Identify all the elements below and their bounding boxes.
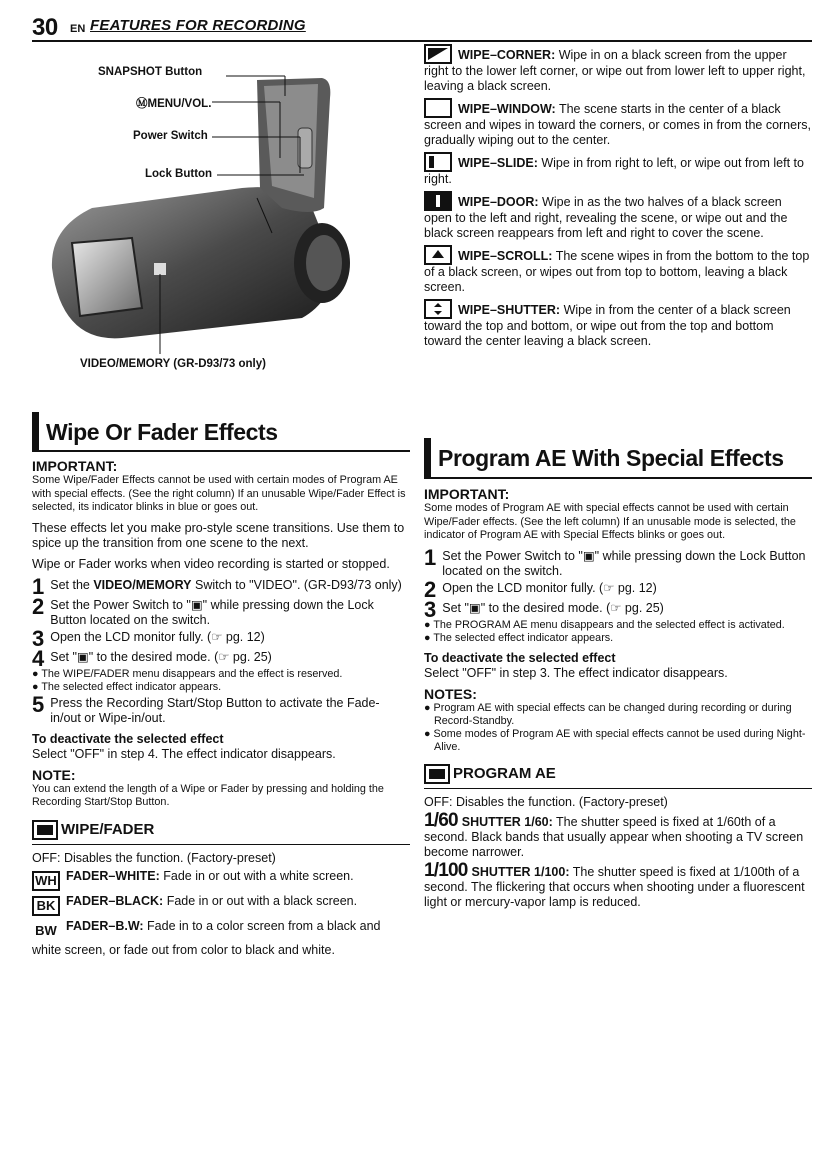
step-3	[32, 625, 410, 651]
wipe-corner-item	[424, 44, 812, 94]
step-text: Set the	[50, 577, 94, 592]
wipe-scroll-item	[424, 245, 812, 295]
step-text: Open the LCD monitor fully. (☞ pg. 12)	[442, 580, 657, 595]
step-text: Set the Power Switch to "▣" while pressing down the Lock Button located on the switch.	[442, 548, 806, 578]
bullet: ● The PROGRAM AE menu disappears and the selected effect is activated.	[424, 618, 785, 631]
bullet: ● The selected effect indicator appears.	[32, 680, 222, 693]
step-2	[424, 576, 812, 602]
program-ae-heading-text: Program AE With Special Effects	[438, 444, 784, 471]
intro-para-2: Wipe or Fader works when video recording is started or stopped.	[32, 556, 390, 571]
divider	[424, 477, 812, 479]
step-1	[424, 544, 812, 579]
right-column	[424, 44, 812, 355]
deactivate-text: Select "OFF" in step 4. The effect indicator disappears.	[32, 746, 336, 761]
shutter-60-icon: 1/60	[424, 810, 458, 831]
step-text: Set "▣" to the desired mode. (☞ pg. 25)	[50, 649, 272, 664]
fader-black-icon: BK	[32, 896, 60, 916]
menu-mode-icon	[32, 820, 58, 840]
effect-name: SHUTTER 1/60:	[461, 815, 553, 829]
wipe-window-icon	[424, 98, 452, 118]
camcorder-illustration	[32, 58, 410, 398]
deactivate-title: To deactivate the selected effect	[424, 650, 616, 665]
page-header	[32, 14, 812, 42]
note-item: ● Program AE with special effects can be changed during recording or during Record-Standby.	[424, 701, 792, 727]
note-item: ● Some modes of Program AE with special effects cannot be used during Night-Alive.	[424, 727, 806, 753]
effect-desc: Wipe in from the center of a black screen toward the top and bottom, or wipe out from the top and bottom toward the center leaving a black screen.	[424, 303, 791, 348]
bullet: ● The WIPE/FADER menu disappears and the effect is reserved.	[32, 667, 343, 680]
callout-video-memory: VIDEO/MEMORY (GR-D93/73 only)	[80, 358, 266, 370]
fader-bw-icon: BW	[35, 923, 57, 938]
effect-desc: The scene wipes in from the bottom to the top of a black screen, or wipes out from top to bottom, leaving a black screen.	[424, 249, 810, 294]
callout-menu-vol: ⓂMENU/VOL.	[136, 98, 212, 110]
effect-desc: Fade in or out with a black screen.	[166, 894, 358, 908]
intro-para-1: These effects let you make pro-style scene transitions. Use them to spice up the transition from one scene to the next.	[32, 520, 405, 550]
deactivate-title: To deactivate the selected effect	[32, 731, 224, 746]
section-title: FEATURES FOR RECORDING	[90, 17, 306, 34]
step-number: 4	[32, 645, 45, 671]
wipe-fader-menu-heading	[32, 820, 410, 840]
step-number: 3	[32, 625, 45, 651]
effect-name: FADER–BLACK:	[66, 894, 164, 908]
effect-name: SHUTTER 1/100:	[471, 865, 570, 879]
effect-name: FADER–B.W:	[66, 919, 144, 933]
wipe-scroll-icon	[424, 245, 452, 265]
program-ae-menu-heading	[424, 764, 812, 784]
wipe-shutter-icon	[424, 299, 452, 319]
wipe-shutter-item	[424, 299, 812, 349]
camcorder-figure	[32, 58, 410, 398]
callout-power-switch: Power Switch	[133, 130, 208, 142]
effect-desc: The scene starts in the center of a black screen and wipes in toward the corners, or comes in from the corners, gradually wiping out to the center.	[424, 102, 811, 147]
important-text: Some Wipe/Fader Effects cannot be used with certain modes of Program AE with special effects. (See the right column) If an unusable Wipe/Fader Effect is selected, its indicator blinks in blue or goes out.	[32, 474, 406, 513]
step-text: Open the LCD monitor fully. (☞ pg. 12)	[50, 629, 265, 644]
effect-desc: Fade in to a color screen from a black and white screen, or fade out from color to black and white.	[32, 919, 381, 957]
divider	[32, 450, 410, 452]
step-number: 5	[32, 691, 45, 717]
important-text: Some modes of Program AE with special effects cannot be used with certain Wipe/Fader effects. (See the left column) If an unusable mode is selected, the indicator of Program AE with Special Effects blinks or goes out.	[424, 502, 796, 541]
shutter-100-item	[424, 860, 812, 910]
notes-label: NOTES:	[424, 685, 477, 702]
step-number: 2	[32, 593, 45, 619]
effect-desc: The shutter speed is fixed at 1/60th of a second. Black bands that usually appear when shooting a TV screen become narrower.	[424, 815, 804, 859]
fader-white-item	[32, 869, 410, 891]
wipe-fader-heading	[32, 412, 278, 452]
effect-name: WIPE–WINDOW:	[458, 102, 556, 116]
callout-lock-button: Lock Button	[145, 168, 213, 180]
divider	[32, 844, 410, 846]
wipe-window-item	[424, 98, 812, 148]
wipe-slide-item	[424, 152, 812, 187]
off-text: OFF: Disables the function. (Factory-preset)	[32, 851, 276, 865]
step-bold: VIDEO/MEMORY	[93, 577, 192, 592]
page-number: 30	[32, 14, 58, 41]
effect-desc: Wipe in as the two halves of a black screen open to the left and right, revealing the scene, or wipe out and the black screen reappears from left and right to cover the scene.	[424, 195, 788, 240]
step-3	[424, 596, 812, 622]
step-text: Set "▣" to the desired mode. (☞ pg. 25)	[442, 600, 664, 615]
menu-title: PROGRAM AE	[453, 765, 556, 782]
step-text-post: Switch to "VIDEO". (GR-D93/73 only)	[191, 577, 402, 592]
deactivate-text: Select "OFF" in step 3. The effect indicator disappears.	[424, 665, 728, 680]
step-number: 3	[424, 596, 437, 622]
step-text: Set the Power Switch to "▣" while pressing down the Lock Button located on the switch.	[50, 597, 374, 627]
effect-name: WIPE–SHUTTER:	[458, 303, 561, 317]
step-text: Press the Recording Start/Stop Button to activate the Fade-in/out or Wipe-in/out.	[50, 695, 380, 725]
fader-bw-item	[32, 919, 410, 958]
effect-name: FADER–WHITE:	[66, 869, 160, 883]
wipe-slide-icon	[424, 152, 452, 172]
shutter-100-icon: 1/100	[424, 860, 468, 881]
wipe-door-icon	[424, 191, 452, 211]
effect-name: WIPE–SCROLL:	[458, 249, 553, 263]
effect-desc: The shutter speed is fixed at 1/100th of a second. The flickering that occurs when shooting under a fluorescent light or mercury-vapor lamp is reduced.	[424, 865, 805, 909]
fader-black-item	[32, 894, 410, 916]
important-label: IMPORTANT:	[32, 458, 118, 474]
step-number: 2	[424, 576, 437, 602]
wipe-corner-icon	[424, 44, 452, 64]
fader-white-icon: WH	[32, 871, 60, 891]
program-ae-heading	[424, 438, 784, 478]
step-2	[32, 593, 410, 628]
effect-desc: Wipe in on a black screen from the upper right to the lower left corner, or wipe out from lower left to upper right, leaving a black screen.	[424, 48, 806, 93]
program-ae-icon	[424, 764, 450, 784]
step-number: 1	[424, 544, 437, 570]
effect-desc: Wipe in from right to left, or wipe out from left to right.	[424, 156, 804, 186]
divider	[424, 788, 812, 790]
important-label: IMPORTANT:	[424, 486, 510, 502]
effect-desc: Fade in or out with a white screen.	[163, 869, 354, 883]
effect-name: WIPE–CORNER:	[458, 48, 556, 62]
off-text: OFF: Disables the function. (Factory-preset)	[424, 795, 668, 809]
effect-name: WIPE–SLIDE:	[458, 156, 538, 170]
note-label: NOTE:	[32, 766, 76, 783]
program-ae-section	[424, 487, 812, 916]
note-text: You can extend the length of a Wipe or Fader by pressing and holding the Recording Start/Stop Button.	[32, 782, 384, 808]
bullet: ● The selected effect indicator appears.	[424, 631, 614, 644]
language-tag: EN	[70, 23, 86, 35]
left-column	[32, 459, 410, 964]
callout-snapshot: SNAPSHOT Button	[98, 66, 203, 78]
wipe-fader-heading-text: Wipe Or Fader Effects	[46, 418, 278, 445]
wipe-door-item	[424, 191, 812, 241]
step-4	[32, 645, 410, 671]
step-5	[32, 691, 410, 726]
effect-name: WIPE–DOOR:	[458, 195, 539, 209]
step-number: 1	[32, 573, 45, 599]
step-1	[32, 573, 410, 599]
menu-title: WIPE/FADER	[61, 821, 155, 838]
shutter-60-item	[424, 810, 812, 860]
